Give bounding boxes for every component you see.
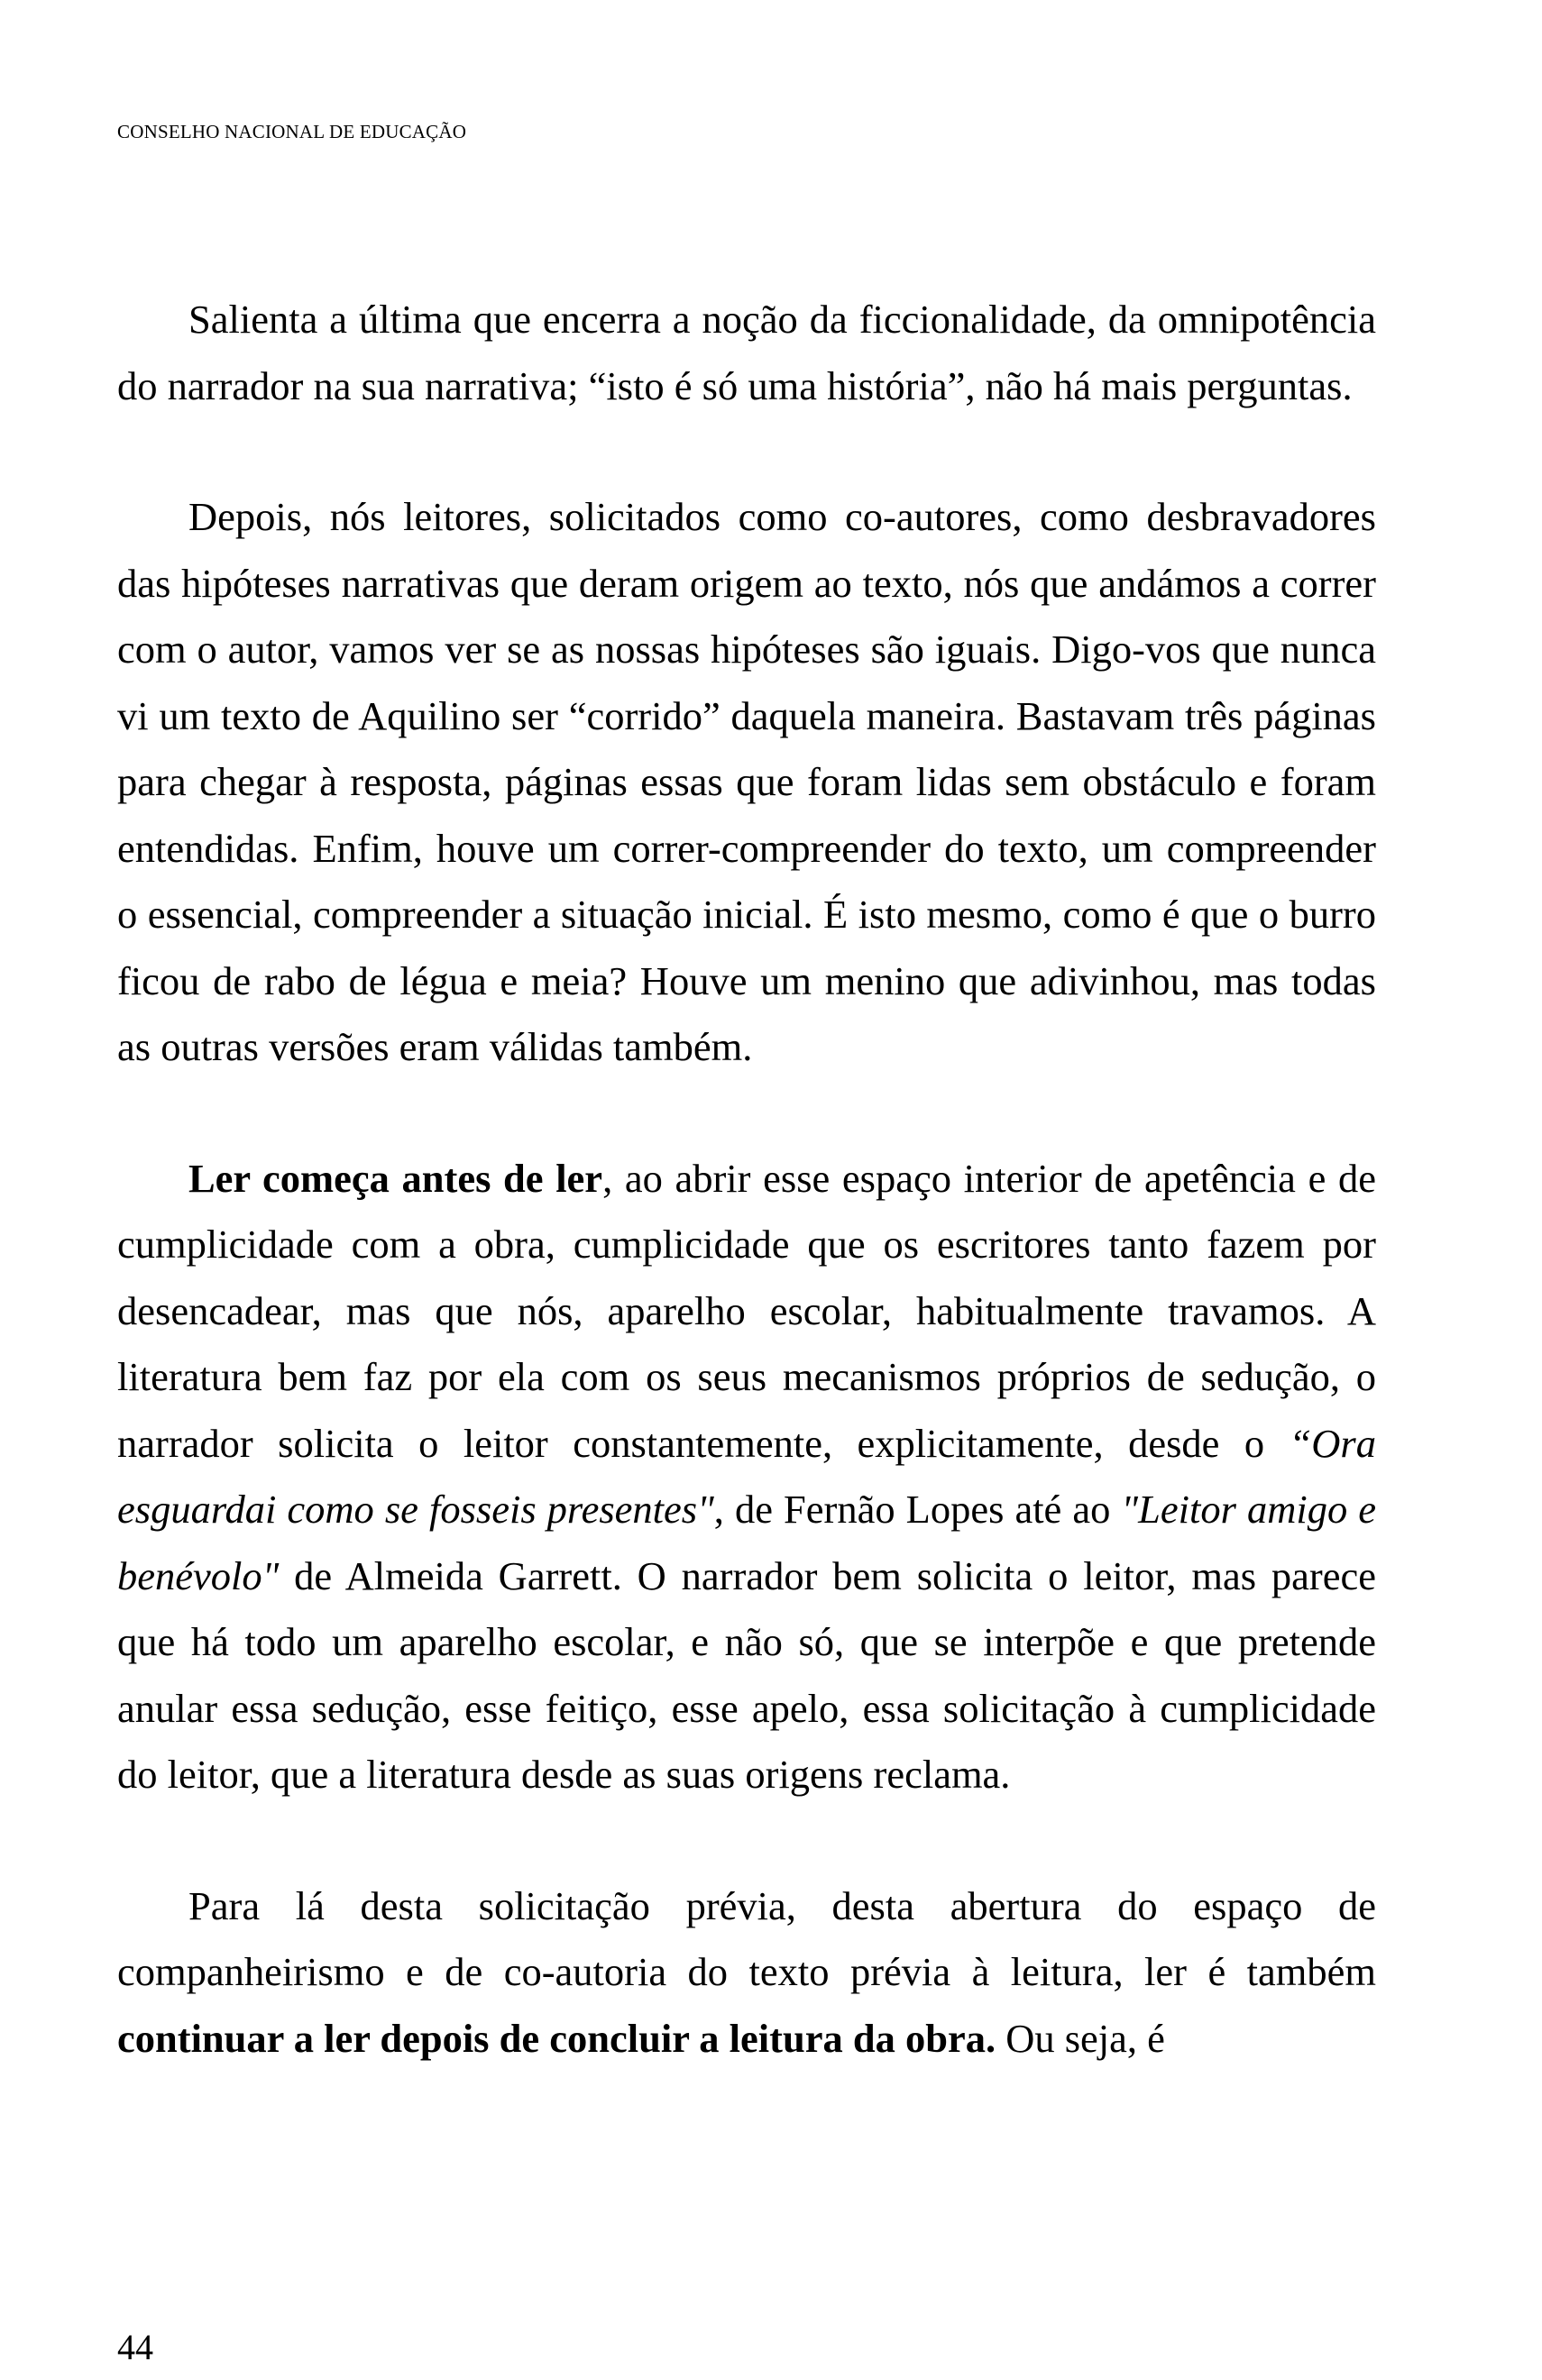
emphasis-bold-continue: continuar a ler depois de concluir a leitura da obra. <box>117 2015 996 2061</box>
paragraph-4-text-2: Ou seja, é <box>996 2015 1165 2061</box>
page-number: 44 <box>117 2327 153 2367</box>
paragraph-1 <box>117 287 1376 419</box>
emphasis-bold-lead: Ler começa antes de ler <box>188 1155 603 1201</box>
paragraph-3-text-2: , de Fernão Lopes até ao <box>713 1487 1122 1532</box>
paragraph-3-text-3: de Almeida Garrett. O narrador bem solicita o leitor, mas parece que há todo um aparelho escolar, e não só, que se interpõe e que pretende anular essa sedução, esse feitiço, esse apelo, essa solicitação à cumplicidade do leitor, que a literatura desde as suas origens reclama. <box>117 1552 1376 1797</box>
quote-almeida-garrett: "Leitor amigo e benévolo" <box>117 1487 1377 1598</box>
paragraph-2 <box>117 484 1376 1081</box>
paragraph-4-text-1: Para lá desta solicitação prévia, desta abertura do espaço de companheirismo e de co-autoria do texto prévia à leitura, ler é também <box>117 1882 1376 1994</box>
paragraph-4 <box>117 1873 1376 2073</box>
paragraph-2-text: Depois, nós leitores, solicitados como co-autores, como desbravadores das hipóteses narrativas que deram origem ao texto, nós que andámos a correr com o autor, vamos ver se as nossas hipóteses são iguais. Digo-vos que nunca vi um texto de Aquilino ser “corrido” daquela maneira. Bastavam três páginas para chegar à resposta, páginas essas que foram lidas sem obstáculo e foram entendidas. Enfim, houve um correr-compreender do texto, um compreender o essencial, compreender a situação inicial. É isto mesmo, como é que o burro ficou de rabo de légua e meia? Houve um menino que adivinhou, mas todas as outras versões eram válidas também. <box>117 494 1376 1069</box>
paragraph-3 <box>117 1146 1376 1808</box>
running-header: CONSELHO NACIONAL DE EDUCAÇÃO <box>117 121 467 142</box>
body-text <box>117 287 1376 2137</box>
paragraph-3-text-1: , ao abrir esse espaço interior de apetência e de cumplicidade com a obra, cumplicidade que os escritores tanto fazem por desencadear, mas que nós, aparelho escolar, habitualmente travamos. A literatura bem faz por ela com os seus mecanismos próprios de sedução, o narrador solicita o leitor constantemente, explicitamente, desde o <box>117 1155 1376 1466</box>
paragraph-1-text: Salienta a última que encerra a noção da ficcionalidade, da omnipotência do narrador na sua narrativa; “isto é só uma história”, não há mais perguntas. <box>117 297 1376 408</box>
quote-fernao-lopes: “Ora esguardai como se fosseis presentes" <box>117 1420 1376 1532</box>
